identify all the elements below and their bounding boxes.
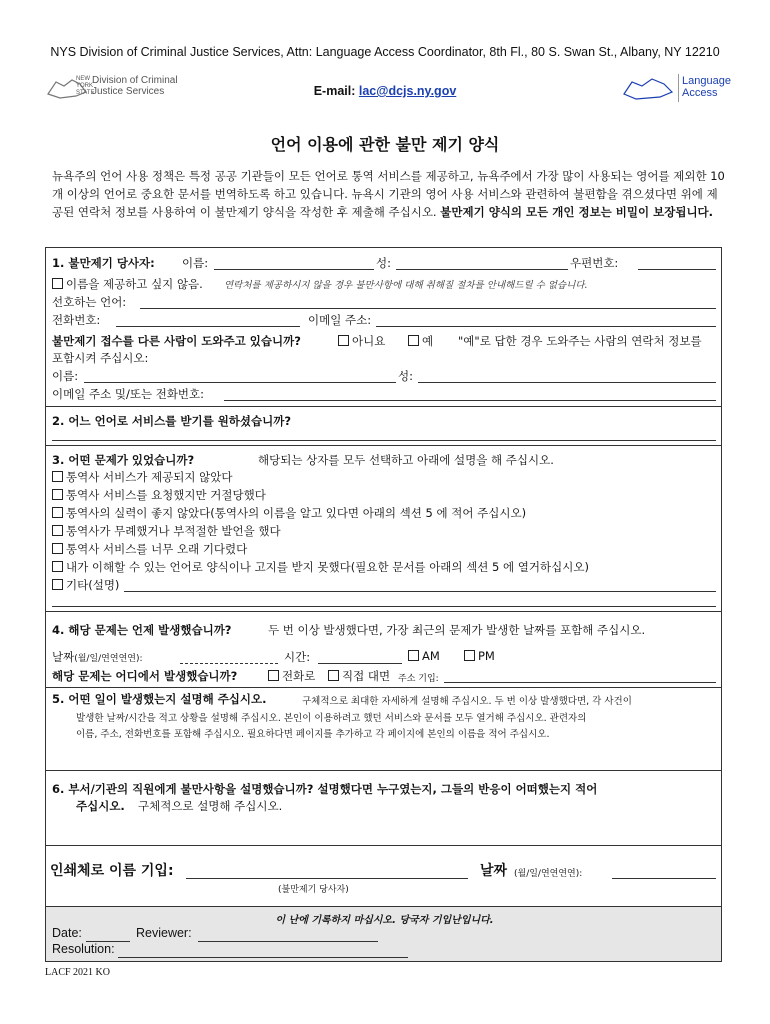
logo-state-text: NEW YORK STATE (76, 76, 95, 96)
form-code: LACF 2021 KO (45, 967, 111, 978)
intro-paragraph (52, 167, 728, 221)
s1-h-name-field[interactable] (84, 382, 396, 383)
form-title: 언어 이용에 관한 불만 제기 양식 (270, 135, 500, 154)
office-date-label: Date: (52, 926, 82, 940)
s1-helper-note: "예"로 답한 경우 도와주는 사람의 연락처 정보를 (458, 334, 702, 348)
s3-other-field[interactable] (124, 591, 716, 592)
sign-date-field[interactable] (612, 878, 716, 879)
s3-checkbox[interactable] (52, 561, 63, 572)
s4-phone: 전화로 (282, 669, 316, 683)
sign-name-label: 인쇄체로 이름 기입: (50, 863, 174, 879)
s1-lang-field[interactable] (140, 308, 716, 309)
s3-option-label: 내가 이해할 수 있는 언어로 양식이나 고지를 받지 못했다(필요한 문서를 아래의 섹션 5 에 열거하십시오) (66, 560, 589, 574)
s6-label2: 주십시오. (76, 799, 125, 813)
logo-right-line1: Language (682, 75, 731, 87)
language-access-logo (620, 74, 730, 104)
office-use-section (45, 906, 722, 962)
s1-zip-label: 우편번호: (570, 256, 619, 270)
s4-date-label: 날짜 (52, 650, 75, 664)
s4-addr-label: 주소 기입: (398, 674, 439, 684)
sign-sub: (불만제기 당사자) (278, 885, 349, 895)
s1-zip-field[interactable] (638, 269, 716, 270)
signature-section (45, 845, 722, 907)
sign-date-label: 날짜 (480, 863, 508, 879)
header-address: NYS Division of Criminal Justice Services, Attn: Language Access Coordinator, 8th Fl., 80 S. Swan St., Albany, NY 12210 (50, 45, 720, 59)
s3-option-label: 통역사 서비스를 요청했지만 거절당했다 (66, 488, 266, 502)
s3-option (52, 577, 119, 593)
s3-checkbox[interactable] (52, 471, 63, 482)
s3-checkbox[interactable] (52, 507, 63, 518)
s3-option (52, 541, 247, 557)
s4-pm: PM (478, 649, 495, 663)
s3-option-label: 통역사 서비스가 제공되지 않았다 (66, 470, 233, 484)
s5-hint1: 구체적으로 최대한 자세하게 설명해 주십시오. 두 번 이상 발생했다면, 각 사건이 (302, 696, 632, 707)
s5-label: 5. 어떤 일이 발생했는지 설명해 주십시오. (52, 692, 267, 706)
s1-name-field[interactable] (214, 269, 374, 270)
s3-option (52, 487, 266, 503)
s1-phone-label: 전화번호: (52, 313, 101, 327)
logo-right-line2: Access (682, 87, 718, 99)
office-resolution-field[interactable] (118, 957, 408, 958)
s4-date-field[interactable] (180, 663, 278, 664)
by-phone-checkbox[interactable] (268, 670, 279, 681)
s1-anon-note: 연락처를 제공하시지 않을 경우 불만사항에 대해 취해질 절차를 안내해드릴 수 없습니다. (224, 280, 588, 291)
s3-checkbox[interactable] (52, 579, 63, 590)
s5-hint3: 이름, 주소, 전화번호를 포함해 주십시오. 필요하다면 페이지를 추가하고 각 페이지에 본인의 이름을 적어 주십시오. (76, 729, 550, 740)
s1-anon: 이름을 제공하고 싶지 않음. (66, 277, 203, 291)
s4-where: 해당 문제는 어디에서 발생했습니까? (52, 669, 238, 683)
s4-inperson: 직접 대면 (342, 669, 391, 683)
intro-confidential: 불만제기 양식의 모든 개인 정보는 비밀이 보장됩니다. (440, 205, 714, 219)
s3-option-label: 기타(설명) (66, 578, 120, 592)
s2-label: 2. 어느 언어로 서비스를 받기를 원하셨습니까? (52, 414, 292, 428)
sign-date-fmt: (월/일/연연연연): (514, 869, 583, 879)
sign-name-field[interactable] (186, 878, 468, 879)
s1-h-contact-label: 이메일 주소 및/또는 전화번호: (52, 387, 205, 401)
section-3 (45, 445, 722, 612)
s3-option-label: 통역사가 무례했거나 부적절한 발언을 했다 (66, 524, 281, 538)
s3-option-label: 통역사 서비스를 너무 오래 기다렸다 (66, 542, 248, 556)
helper-no-checkbox[interactable] (338, 335, 349, 346)
office-reviewer-field[interactable] (198, 941, 378, 942)
helper-yes-checkbox[interactable] (408, 335, 419, 346)
am-checkbox[interactable] (408, 650, 419, 661)
s3-hint: 해당되는 상자를 모두 선택하고 아래에 설명을 해 주십시오. (258, 453, 554, 467)
s3-checkbox[interactable] (52, 525, 63, 536)
email-label: E-mail: (313, 84, 356, 98)
logo-line1: Division of Criminal (92, 75, 178, 86)
s4-addr-field[interactable] (444, 682, 716, 683)
email-link[interactable]: lac@dcjs.ny.gov (358, 84, 457, 98)
s1-lang-label: 선호하는 언어: (52, 295, 127, 309)
in-person-checkbox[interactable] (328, 670, 339, 681)
s1-h-surname-field[interactable] (418, 382, 716, 383)
section-4 (45, 611, 722, 688)
s3-other-field-2[interactable] (52, 606, 716, 607)
s4-date-fmt: (월/일/연연연연): (74, 654, 143, 664)
s4-am: AM (422, 649, 440, 663)
s3-checkbox[interactable] (52, 489, 63, 500)
section-1 (45, 247, 722, 407)
section-5 (45, 687, 722, 771)
helper-no: 아니요 (352, 334, 386, 348)
section-6 (45, 770, 722, 846)
s1-h-contact-field[interactable] (224, 400, 716, 401)
pm-checkbox[interactable] (464, 650, 475, 661)
s1-helper-q: 불만제기 접수를 다른 사람이 도와주고 있습니까? (52, 334, 301, 348)
s3-option (52, 559, 589, 575)
s1-email-label: 이메일 주소: (308, 313, 372, 327)
s1-name-label: 이름: (182, 256, 209, 270)
office-note: 이 난에 기록하지 마십시오. 당국자 기입난입니다. (275, 915, 494, 926)
s4-time-field[interactable] (318, 663, 402, 664)
s5-hint2: 발생한 날짜/시간을 적고 상황을 설명해 주십시오. 본인이 이용하려고 했던 서비스와 문서를 모두 열거해 주십시오. 관련자의 (76, 713, 587, 724)
helper-yes: 예 (422, 334, 434, 348)
logo-line2: Justice Services (92, 86, 165, 97)
s1-phone-field[interactable] (116, 326, 300, 327)
s6-hint: 구체적으로 설명해 주십시오. (138, 799, 283, 813)
s1-surname-label: 성: (376, 256, 391, 270)
s3-label: 3. 어떤 문제가 있었습니까? (52, 453, 195, 467)
s1-email-field[interactable] (376, 326, 716, 327)
intro-text: 뉴욕주의 언어 사용 정책은 특정 공공 기관들이 모든 언어로 통역 서비스를 제공하고, 뉴욕주에서 가장 많이 사용되는 영어를 제외한 10 개 이상의 언어로 중요한 문서를 번역하도록 하고 있습니다. 뉴욕시 기관의 영어 사용 서비스와 관련하여 불편함을 겪으셨다면 위에 제공된 연락처 정보를 사용하여 이 불만제기 양식을 작성한 후 제출해 주십시오. (52, 169, 725, 219)
s1-h-name-label: 이름: (52, 369, 79, 383)
s1-h-surname-label: 성: (398, 369, 413, 383)
office-reviewer-label: Reviewer: (136, 926, 192, 940)
s3-option (52, 523, 281, 539)
s2-answer-field[interactable] (52, 440, 716, 441)
s3-checkbox[interactable] (52, 543, 63, 554)
s3-option (52, 505, 526, 521)
section-2 (45, 406, 722, 446)
s4-hint: 두 번 이상 발생했다면, 가장 최근의 문제가 발생한 날짜를 포함해 주십시오. (268, 623, 646, 637)
office-resolution-label: Resolution: (52, 942, 115, 956)
s1-label: 1. 불만제기 당사자: (52, 256, 155, 270)
s3-option-label: 통역사의 실력이 좋지 않았다(통역사의 이름을 알고 있다면 아래의 섹션 5 에 적어 주십시오) (66, 506, 527, 520)
s4-time-label: 시간: (284, 650, 311, 664)
s1-surname-field[interactable] (396, 269, 568, 270)
s1-helper-note2: 포함시켜 주십시오: (52, 351, 149, 365)
s4-label: 4. 해당 문제는 언제 발생했습니까? (52, 623, 232, 637)
s3-option (52, 469, 233, 485)
anon-checkbox[interactable] (52, 278, 63, 289)
s6-label1: 6. 부서/기관의 직원에게 불만사항을 설명했습니까? 설명했다면 누구였는지, 그들의 반응이 어떠했는지 적어 (52, 782, 598, 796)
